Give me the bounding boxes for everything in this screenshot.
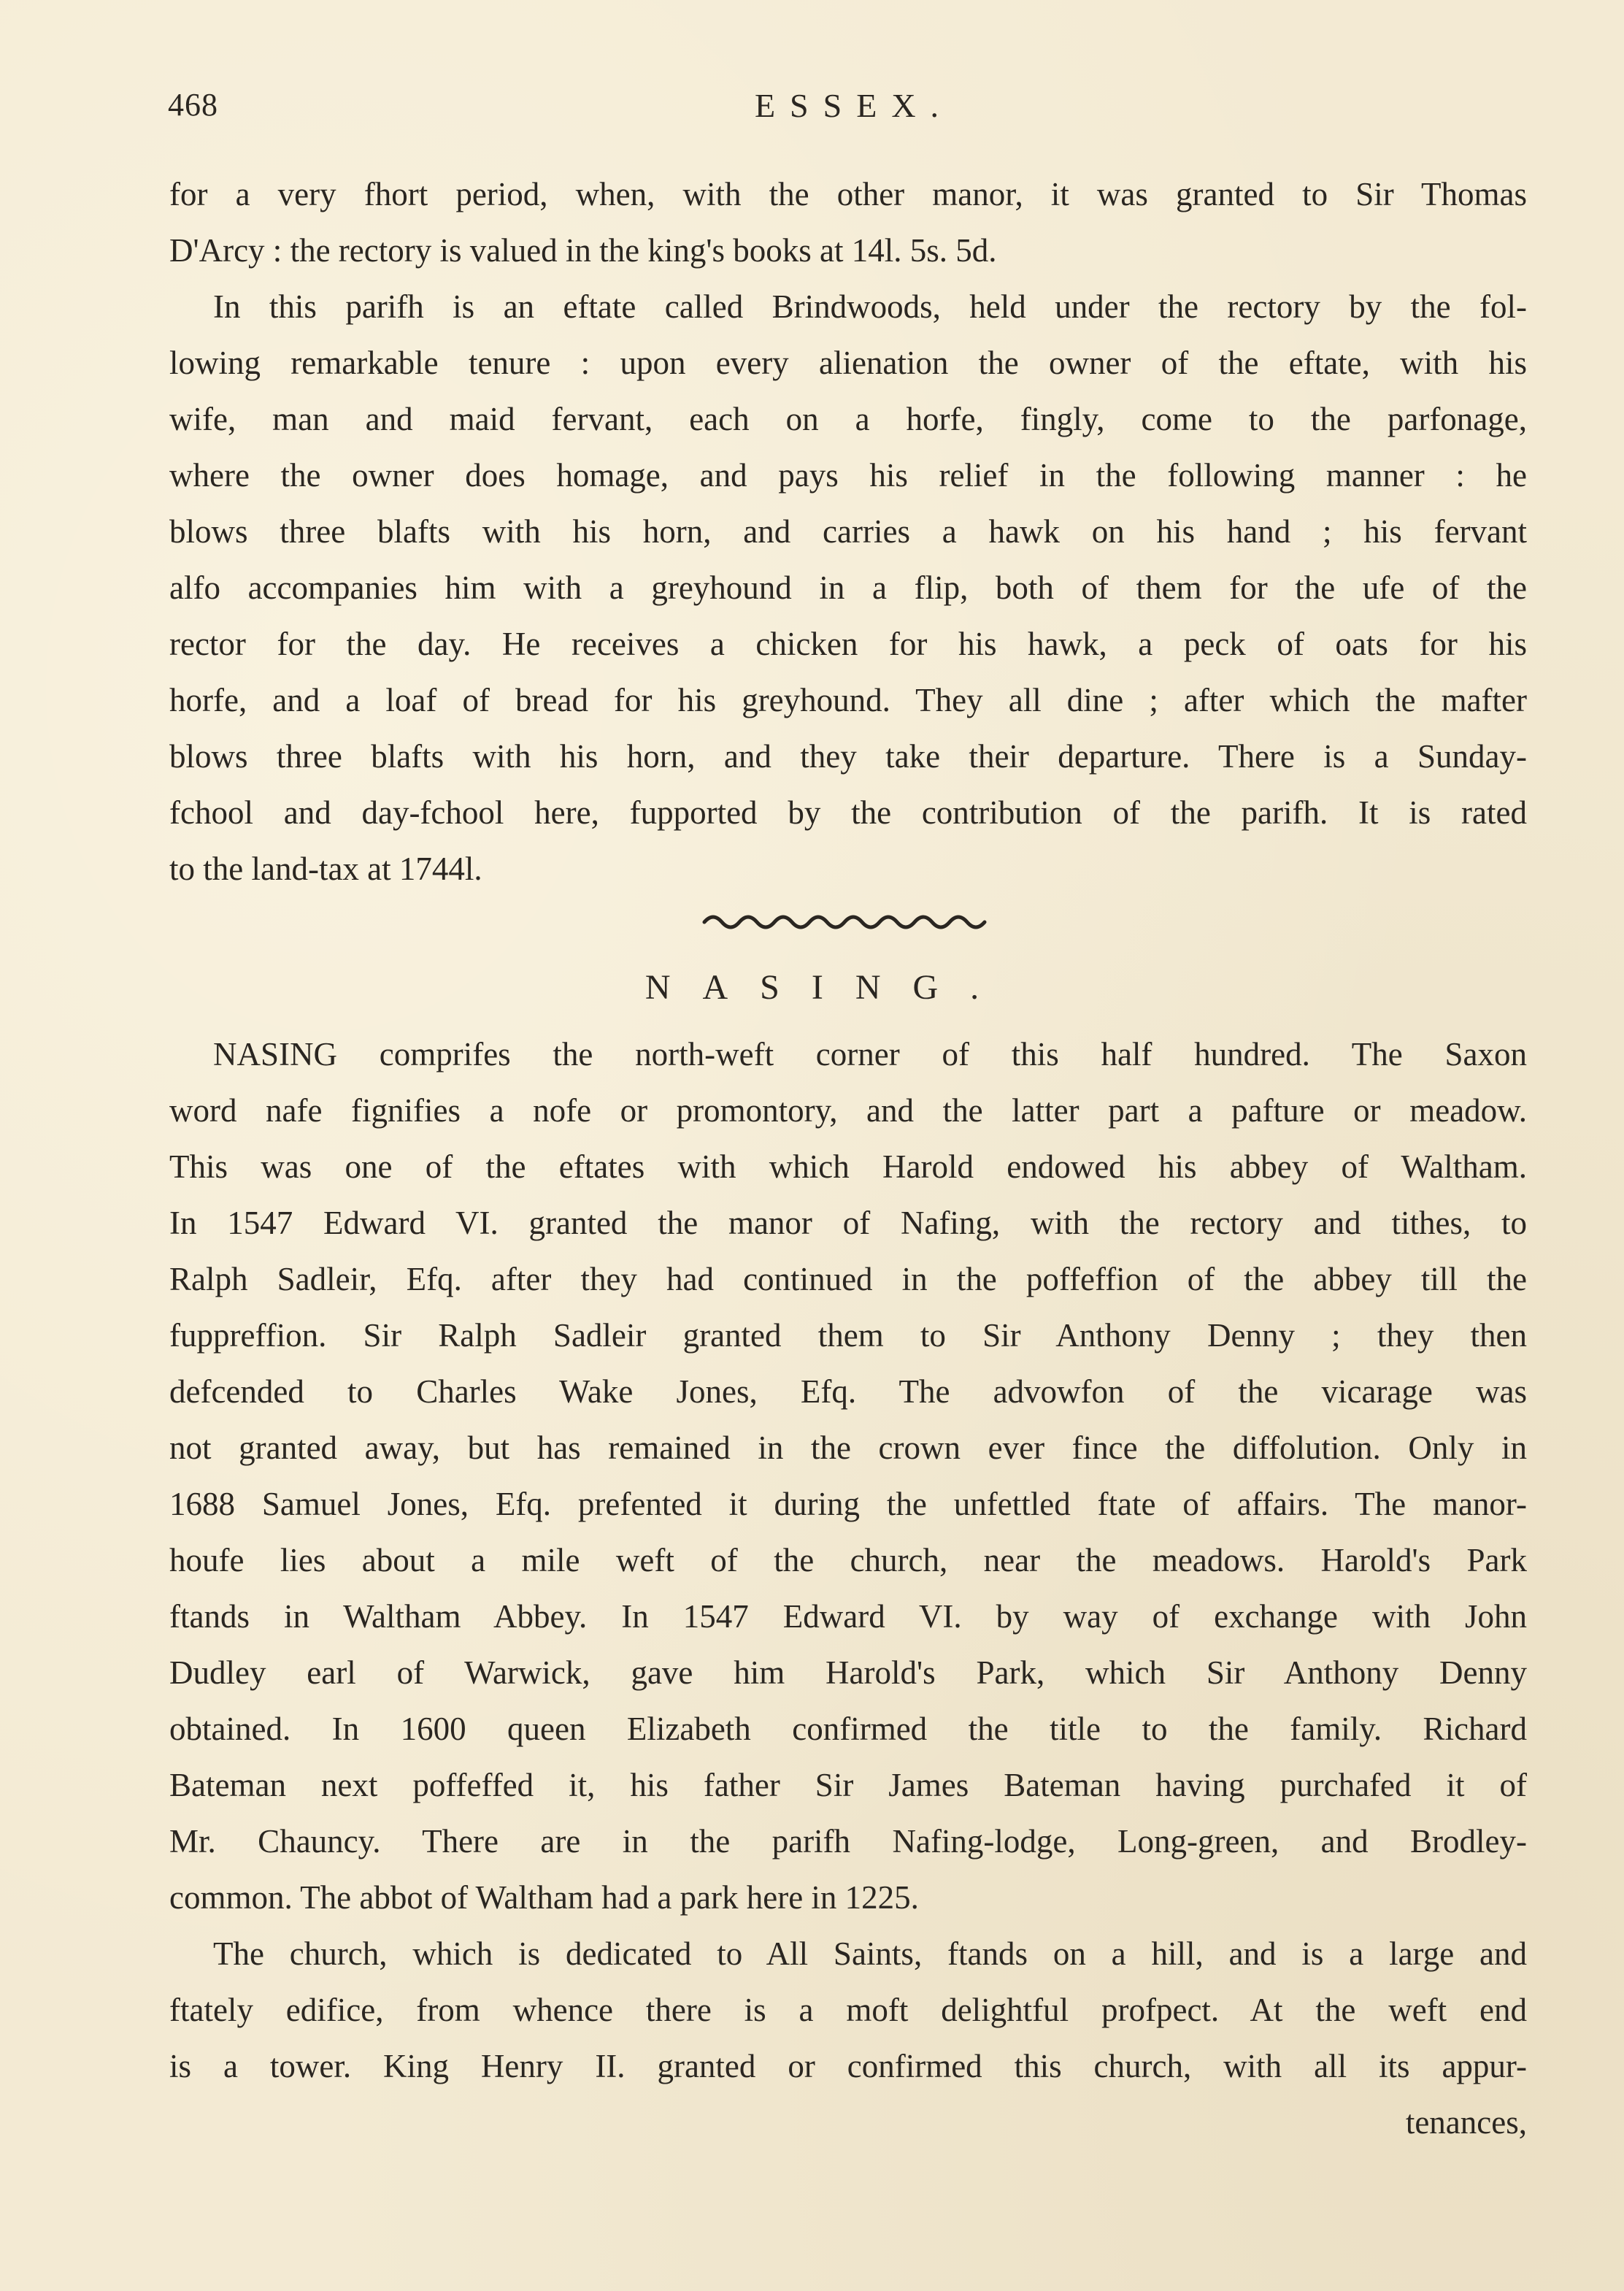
text-line: In 1547 Edward VI. granted the manor of Nafing, with the rectory and tithes, to: [169, 1205, 1527, 1241]
text-line: defcended to Charles Wake Jones, Efq. The advowfon of the vicarage was: [169, 1373, 1527, 1410]
page-header: [168, 86, 1525, 137]
text-line: fchool and day-fchool here, fupported by the contribution of the parifh. It is rated: [169, 794, 1527, 831]
text-line: obtained. In 1600 queen Elizabeth confirmed the title to the family. Richard: [169, 1711, 1527, 1747]
text-line: blows three blafts with his horn, and they take their departure. There is a Sunday-: [169, 738, 1527, 775]
text-line: rector for the day. He receives a chicken for his hawk, a peck of oats for his: [169, 626, 1527, 662]
text-line: ftands in Waltham Abbey. In 1547 Edward VI. by way of exchange with John: [169, 1598, 1527, 1635]
text-line: houfe lies about a mile weft of the church, near the meadows. Harold's Park: [169, 1542, 1527, 1578]
text-line: Dudley earl of Warwick, gave him Harold's Park, which Sir Anthony Denny: [169, 1654, 1527, 1691]
text-line: lowing remarkable tenure : upon every alienation the owner of the eftate, with his: [169, 345, 1527, 381]
text-line: In this parifh is an eftate called Brindwoods, held under the rectory by the fol-: [213, 288, 1527, 325]
text-line: alfo accompanies him with a greyhound in a flip, both of them for the ufe of the: [169, 569, 1527, 606]
text-line: The church, which is dedicated to All Saints, ftands on a hill, and is a large and: [213, 1935, 1527, 1972]
text-line: Ralph Sadleir, Efq. after they had continued in the poffeffion of the abbey till the: [169, 1261, 1527, 1297]
text-line: Bateman next poffeffed it, his father Sir James Bateman having purchafed it of: [169, 1767, 1527, 1803]
section-title-nasing: NASING.: [644, 968, 1012, 1007]
running-title: ESSEX.: [754, 87, 954, 124]
text-line: This was one of the eftates with which Harold endowed his abbey of Waltham.: [169, 1148, 1527, 1185]
section-one-text: [169, 166, 1527, 897]
text-line: 1688 Samuel Jones, Efq. prefented it during the unfettled ftate of affairs. The manor-: [169, 1486, 1527, 1522]
text-line: NASING comprifes the north-weft corner of this half hundred. The Saxon: [213, 1036, 1527, 1072]
text-line: Mr. Chauncy. There are in the parifh Nafing-lodge, Long-green, and Brodley-: [169, 1823, 1527, 1860]
text-line: for a very fhort period, when, with the other manor, it was granted to Sir Thomas: [169, 176, 1527, 212]
text-line: horfe, and a loaf of bread for his greyhound. They all dine ; after which the mafter: [169, 682, 1527, 718]
text-line: fuppreffion. Sir Ralph Sadleir granted them to Sir Anthony Denny ; they then: [169, 1317, 1527, 1354]
catchword: tenances,: [1405, 2104, 1527, 2141]
text-line: wife, man and maid fervant, each on a horfe, fingly, come to the parfonage,: [169, 401, 1527, 437]
section-two-text: [169, 1026, 1527, 2151]
text-line: common. The abbot of Waltham had a park here in 1225.: [169, 1879, 919, 1916]
section-divider-ornament: [701, 909, 993, 931]
page-number: 468: [168, 87, 218, 123]
text-line: blows three blafts with his horn, and carries a hawk on his hand ; his fervant: [169, 513, 1527, 550]
text-line: ftately edifice, from whence there is a moft delightful profpect. At the weft end: [169, 1992, 1527, 2028]
text-line: is a tower. King Henry II. granted or confirmed this church, with all its appur-: [169, 2048, 1527, 2084]
text-line: to the land-tax at 1744l.: [169, 851, 482, 887]
text-line: word nafe fignifies a nofe or promontory, and the latter part a pafture or meadow.: [169, 1092, 1527, 1129]
text-line: D'Arcy : the rectory is valued in the king's books at 14l. 5s. 5d.: [169, 232, 997, 269]
text-line: not granted away, but has remained in the crown ever fince the diffolution. Only in: [169, 1430, 1527, 1466]
text-line: where the owner does homage, and pays his relief in the following manner : he: [169, 457, 1527, 494]
